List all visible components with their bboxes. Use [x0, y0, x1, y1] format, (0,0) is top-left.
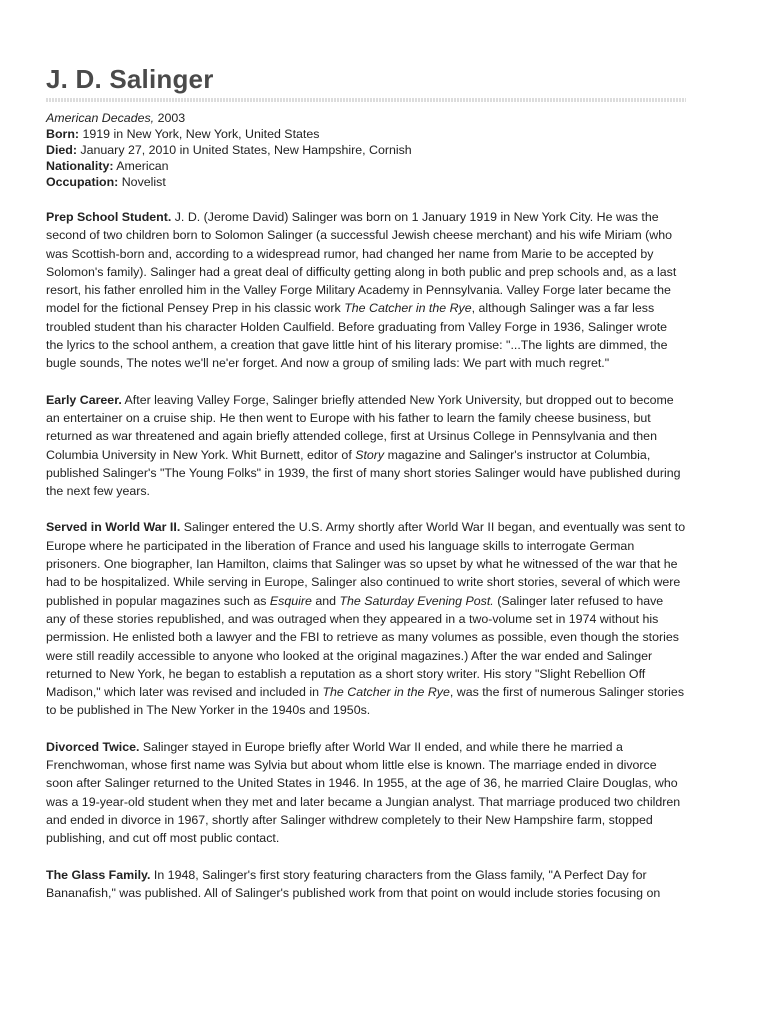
book-title: The Catcher in the Rye: [344, 301, 472, 316]
book-title: The Catcher in the Rye: [322, 685, 450, 700]
section-heading: Served in World War II.: [46, 520, 181, 535]
section-heading: Prep School Student.: [46, 210, 172, 224]
section-text: Salinger entered the U.S. Army shortly after World War II began, and eventually was sent to Europe where he participated in the liberation of France and used his language skills to interrogate German prisoners. One biographer, Ian Hamilton, claims that Salinger was so upset by what he witnessed of the war that he had to be hospitalized. While serving in Europe, Salinger also continued to write short stories, several of which were published in popular magazines such as: [46, 520, 686, 608]
magazine-title: Esquire: [269, 593, 312, 608]
died-value: January 27, 2010 in United States, New Hampshire, Cornish: [76, 143, 412, 157]
section-text: After leaving Valley Forge, Salinger briefly attended New York University, but dropped out to become an entertainer on a cruise ship. He then went to Europe with his father to learn the family cheese business, but returned as war threatened and again briefly attended college, first at Ursinus College in Pennsylvania and then Columbia University in New York. Whit Burnett, editor of: [46, 392, 674, 462]
section-text: J. D. (Jerome David) Salinger was born on 1 January 1919 in New York City. He was the second of two children born to Solomon Salinger (a successful Jewish cheese merchant) and his wife Miriam (who was Scottish-born and, according to a widespread rumor, had changed her name from Marie to be accepted by Solomon's family). Salinger had a great deal of difficulty getting along in both public and prep schools and, as a last resort, his father enrolled him in the Valley Forge Military Academy in Pennsylvania. Valley Forge later became the model for the fictional Pensey Prep in his classic work: [46, 210, 677, 316]
born-value: 1919 in New York, New York, United States: [79, 127, 320, 141]
section-text: , although Salinger was a far less troubled student than his character Holden Caulfield. Before graduating from Valley Forge in 1936, Salinger wrote the lyrics to the school anthem, a creation that gave little hint of his literary promise: "...The lights are dimmed, the bugle sounds, The notes we'll ne'er forget. And now a group of smiling lads: We part with much regret.": [46, 301, 668, 371]
occupation-value: Novelist: [118, 175, 166, 189]
section-early-career: [46, 391, 686, 501]
section-glass-family: [46, 866, 686, 903]
section-prep-school: [46, 208, 686, 373]
section-text: In 1948, Salinger's first story featuring characters from the Glass family, "A Perfect Day for Bananafish," was published. All of Salinger's published work from that point on would include stories focusing on: [46, 867, 661, 900]
section-text: , was the first of numerous Salinger stories to be published in The New Yorker in the 1940s and 1950s.: [46, 685, 685, 718]
source-year: 2003: [154, 111, 186, 125]
section-world-war-ii: [46, 518, 686, 719]
section-heading: The Glass Family.: [46, 867, 151, 882]
section-text: and: [311, 593, 340, 608]
occupation-line: [46, 174, 688, 190]
source-line: [46, 110, 688, 126]
source-title: American Decades,: [46, 111, 155, 125]
died-line: [46, 142, 688, 158]
biography-metadata: [46, 110, 688, 190]
nationality-label: Nationality:: [46, 159, 114, 173]
born-label: Born:: [46, 127, 80, 141]
nationality-line: [46, 158, 688, 174]
page-title: J. D. Salinger: [46, 64, 214, 94]
section-text: Salinger stayed in Europe briefly after World War II ended, and while there he married a Frenchwoman, whose first name was Sylvia but about whom little else is known. The marriage ended in divorce soon after Salinger returned to the United States in 1946. In 1955, at the age of 36, he married Claire Douglas, who was a 19-year-old student when they met and later became a Jungian analyst. That marriage produced two children and ended in divorce in 1967, shortly after Salinger withdrew completely to their New Hampshire farm, stopped publishing, and cut off most public contact.: [46, 739, 681, 846]
section-divorced-twice: [46, 738, 686, 848]
section-text: magazine and Salinger's instructor at Columbia, published Salinger's "The Young Folks" in 1939, the first of many short stories Salinger would have published during the next few years.: [46, 447, 681, 499]
nationality-value: American: [113, 159, 169, 173]
magazine-title: Story: [355, 447, 385, 462]
born-line: [46, 126, 688, 142]
magazine-title: The Saturday Evening Post.: [339, 593, 494, 608]
section-text: (Salinger later refused to have any of these stories republished, and was outraged when they appeared in a two-volume set in 1974 without his permission. He enlisted both a lawyer and the FBI to retrieve as many volumes as possible, even though the stories were still readily accessible to anyone who looked at the original magazines.) After the war ended and Salinger returned to New York, he began to establish a reputation as a short story writer. His story "Slight Rebellion Off Madison," which later was revised and included in: [46, 593, 679, 700]
died-label: Died:: [46, 143, 77, 157]
title-divider: [46, 98, 686, 102]
occupation-label: Occupation:: [46, 175, 119, 189]
section-heading: Early Career.: [46, 392, 122, 407]
section-heading: Divorced Twice.: [46, 739, 140, 754]
